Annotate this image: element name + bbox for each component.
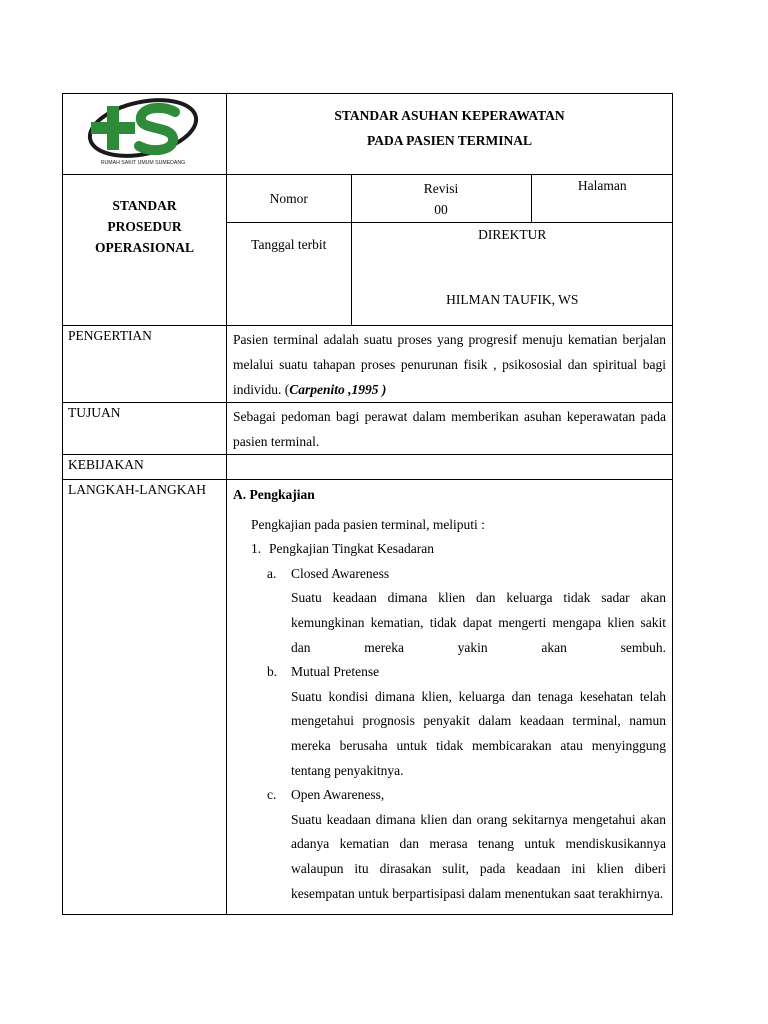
- direktur-cell: [351, 223, 673, 326]
- kebijakan-text: [227, 455, 673, 480]
- tujuan-label: TUJUAN: [63, 403, 227, 455]
- document-title-line1: STANDAR ASUHAN KEPERAWATAN: [334, 108, 565, 123]
- tujuan-row: [63, 403, 673, 455]
- pengkajian-intro: Pengkajian pada pasien terminal, meliputi :: [251, 516, 485, 532]
- sub-c-text: Suatu keadaan dimana klien dan orang sekitarnya mengetahui akan adanya kematian dan merasa tenang untuk mendiskusikannya walaupun itu dirasakan sulit, pada keadaan ini klien diberi kesempatan untuk berpartisipasi dalam menentukan saat terakhirnya.: [291, 811, 666, 901]
- nomor-label: Nomor: [227, 175, 351, 223]
- sub-a-text: Suatu keadaan dimana klien dan keluarga tidak sadar akan kemungkinan kematian, tidak dapat mengerti mengapa klien sakit dan mereka yakin akan sembuh.: [291, 590, 666, 655]
- tujuan-text: Sebagai pedoman bagi perawat dalam memberikan asuhan keperawatan pada pasien terminal.: [227, 403, 673, 455]
- list-item: a. Closed Awareness: [267, 565, 390, 581]
- direktur-label: DIREKTUR: [478, 227, 547, 242]
- sop-info-cell: [227, 175, 673, 326]
- sop-info-row: [63, 175, 673, 326]
- langkah-row: [63, 480, 673, 915]
- tanggal-terbit-label: Tanggal terbit: [227, 223, 351, 326]
- sop-info-table: [227, 175, 673, 325]
- pengertian-text: Pasien terminal adalah suatu proses yang progresif menuju kematian berjalan melalui suatu tahapan proses penurunan fisik , psikososial dan spiritual bagi individu. (Carpenito ,1995 ): [227, 326, 673, 403]
- langkah-label: LANGKAH-LANGKAH: [63, 480, 227, 915]
- document-title-line2: PADA PASIEN TERMINAL: [366, 133, 533, 148]
- langkah-content: [227, 480, 673, 915]
- kebijakan-row: [63, 455, 673, 480]
- list-item: 1. Pengkajian Tingkat Kesadaran: [251, 541, 434, 557]
- sub-b-text: Suatu kondisi dimana klien, keluarga dan tenaga kesehatan telah mengetahui prognosis penyakit dalam keadaan terminal, namun mereka berusaha untuk tidak membicarakan atau menyinggung tentang penyakitnya.: [291, 688, 666, 778]
- revisi-label: Revisi: [423, 181, 459, 196]
- revisi-value: 00: [434, 202, 448, 217]
- sop-document: [62, 93, 672, 915]
- halaman-label: Halaman: [531, 175, 673, 223]
- sop-table: [62, 93, 673, 915]
- hospital-logo: [83, 98, 203, 170]
- list-item: b. Mutual Pretense: [267, 664, 380, 680]
- logo-caption: RUMAH SAKIT UMUM SUMEDANG: [100, 160, 186, 166]
- header-row: [63, 94, 673, 175]
- pengertian-row: [63, 326, 673, 403]
- pengertian-reference: Carpenito ,1995 ): [289, 382, 387, 397]
- revisi-cell: [351, 175, 531, 223]
- pengkajian-heading: A. Pengkajian: [233, 487, 315, 502]
- pengertian-label: PENGERTIAN: [63, 326, 227, 403]
- title-cell: [227, 94, 673, 175]
- kebijakan-label: KEBIJAKAN: [63, 455, 227, 480]
- direktur-name: HILMAN TAUFIK, WS: [446, 292, 579, 307]
- list-item: c. Open Awareness,: [267, 787, 385, 803]
- logo-cell: [63, 94, 227, 175]
- sop-label: STANDAR PROSEDUR OPERASIONAL: [63, 175, 227, 326]
